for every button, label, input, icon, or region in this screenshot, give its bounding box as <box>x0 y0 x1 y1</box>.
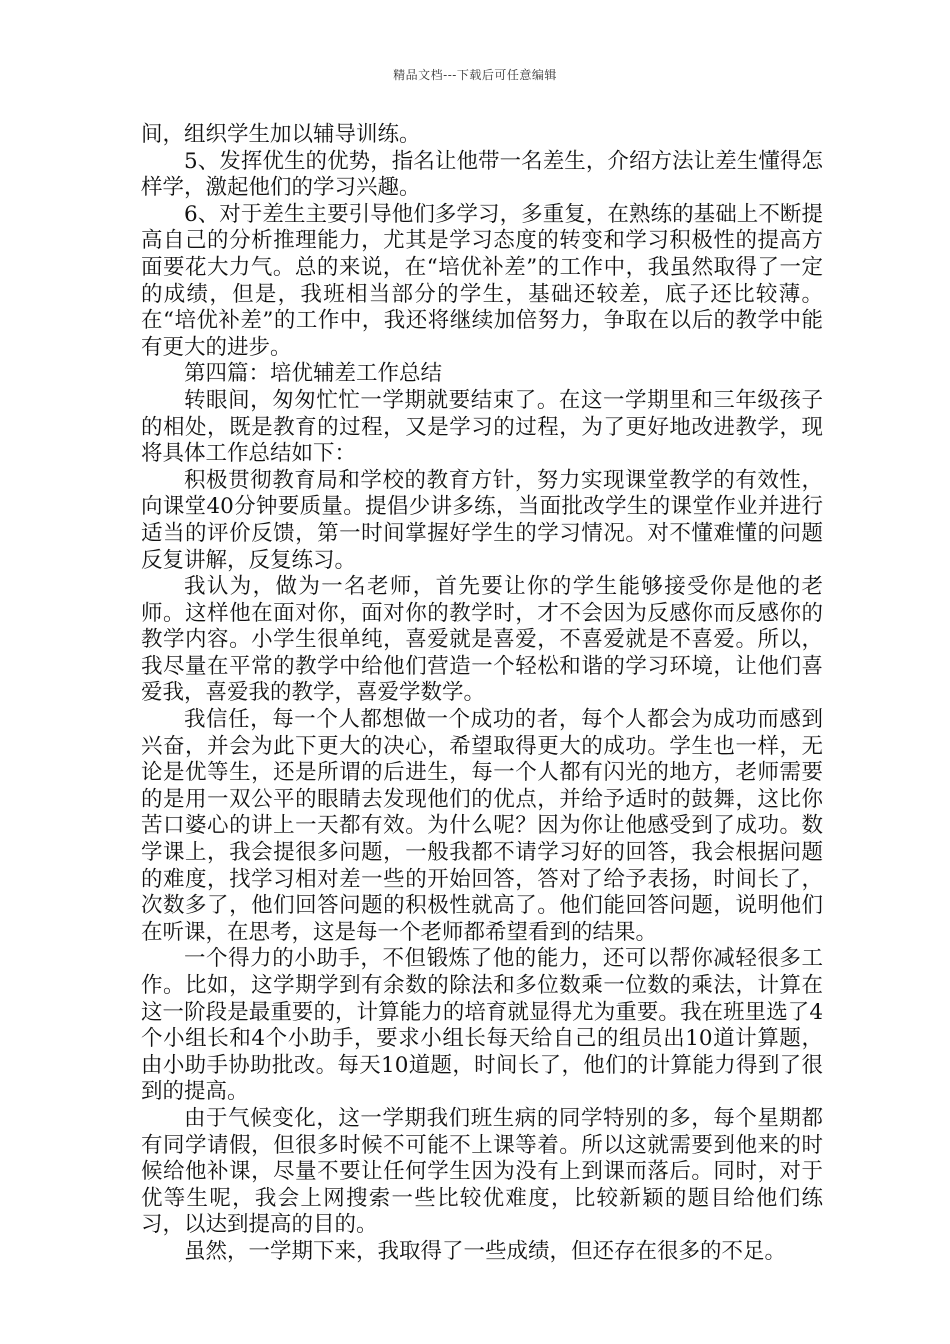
paragraph: 虽然，一学期下来，我取得了一些成绩，但还存在很多的不足。 <box>184 1238 787 1264</box>
paragraph: 5、发挥优生的优势，指名让他带一名差生，介绍方法让差生懂得怎样学，激起他们的学习兴趣。 <box>141 148 823 201</box>
document-body <box>141 122 823 1266</box>
paragraph: 积极贯彻教育局和学校的教育方针，努力实现课堂教学的有效性，向课堂40分钟要质量。提倡少讲多练，当面批改学生的课堂作业并进行适当的评价反馈，第一时间掌握好学生的学习情况。对不懂难懂的问题反复讲解，反复练习。 <box>141 467 823 573</box>
paragraph: 我认为，做为一名老师，首先要让你的学生能够接受你是他的老师。这样他在面对你，面对你的教学时，才不会因为反感你而反感你的教学内容。小学生很单纯，喜爱就是喜爱，不喜爱就是不喜爱。所以，我尽量在平常的教学中给他们营造一个轻松和谐的学习环境，让他们喜爱我，喜爱我的教学，喜爱学数学。 <box>141 574 823 706</box>
paragraph: 一个得力的小助手，不但锻炼了他的能力，还可以帮你减轻很多工作。比如，这学期学到有余数的除法和多位数乘一位数的乘法，计算在这一阶段是最重要的，计算能力的培育就显得尤为重要。我在班里选了4个小组长和4个小助手，要求小组长每天给自己的组员出10道计算题，由小助手协助批改。每天10道题，时间长了，他们的计算能力得到了很到的提高。 <box>141 946 823 1105</box>
paragraph: 6、对于差生主要引导他们多学习，多重复，在熟练的基础上不断提高自己的分析推理能力，尤其是学习态度的转变和学习积极性的提高方面要花大力气。总的来说，在“培优补差”的工作中，我虽然取得了一定的成绩，但是，我班相当部分的学生，基础还较差，底子还比较薄。在“培优补差”的工作中，我还将继续加倍努力，争取在以后的教学中能有更大的进步。 <box>141 201 823 360</box>
paragraph: 由于气候变化，这一学期我们班生病的同学特别的多，每个星期都有同学请假，但很多时候不可能不上课等着。所以这就需要到他来的时候给他补课，尽量不要让任何学生因为没有上到课而落后。同时，对于优等生呢，我会上网搜索一些比较优难度，比较新颖的题目给他们练习，以达到提高的目的。 <box>141 1105 823 1238</box>
paragraph: 我信任，每一个人都想做一个成功的者，每个人都会为成功而感到兴奋，并会为此下更大的决心，希望取得更大的成功。学生也一样，无论是优等生，还是所谓的后进生，每一个人都有闪光的地方，老师需要的是用一双公平的眼睛去发现他们的优点，并给予适时的鼓舞，这比你苦口婆心的讲上一天都有效。为什么呢？因为你让他感受到了成功。数学课上，我会提很多问题，一般我都不请学习好的回答，我会根据问题的难度，找学习相对差一些的开始回答，答对了给予表扬，时间长了，次数多了，他们回答问题的积极性就高了。他们能回答问题，说明他们在听课，在思考，这是每一个老师都希望看到的结果。 <box>141 707 823 945</box>
section-heading: 第四篇：培优辅差工作总结 <box>184 361 443 387</box>
paragraph: 间，组织学生加以辅导训练。 <box>141 122 421 147</box>
paragraph: 转眼间，匆匆忙忙一学期就要结束了。在这一学期里和三年级孩子的相处，既是教育的过程，又是学习的过程，为了更好地改进教学，现将具体工作总结如下： <box>141 387 823 467</box>
page-header: 精品文档---下载后可任意编辑 <box>393 68 557 82</box>
